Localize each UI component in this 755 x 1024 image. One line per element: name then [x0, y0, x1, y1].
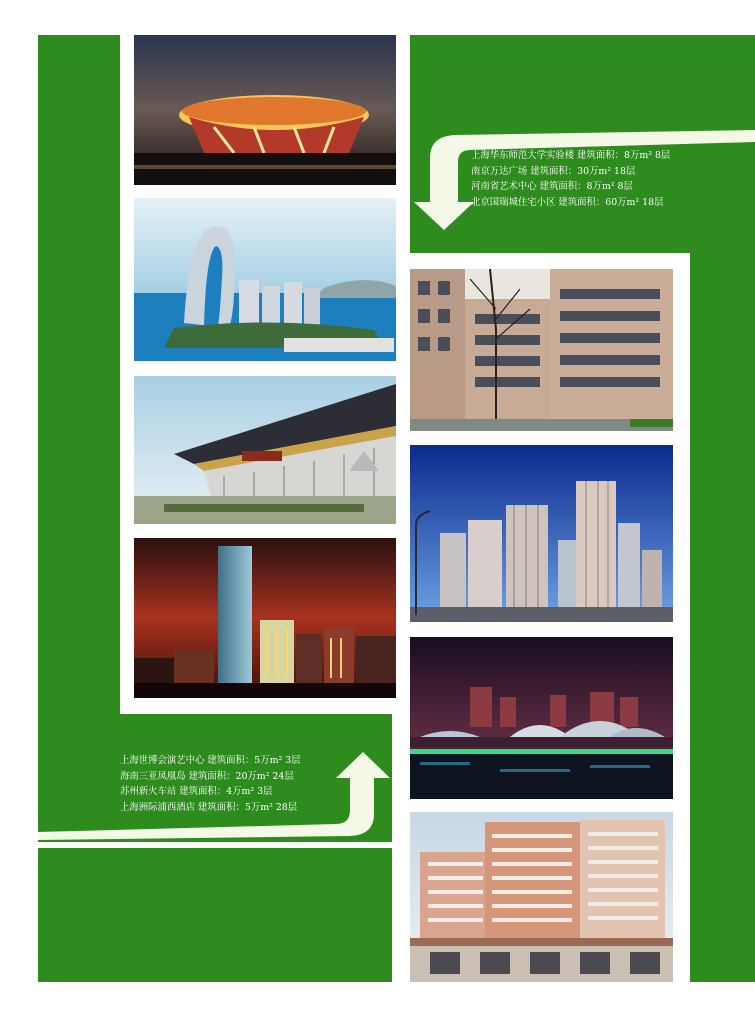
photo-nanjing-wanda-plaza: [410, 445, 673, 622]
green-band-right: [690, 253, 755, 982]
photo-beijing-guoruicheng-residential: [410, 812, 673, 982]
caption-line: 河南省艺术中心 建筑面积：8万m² 8层: [471, 181, 633, 192]
photo-henan-art-center: [410, 637, 673, 799]
caption-line: 北京国瑞城住宅小区 建筑面积：60万m² 18层: [471, 196, 664, 208]
photo-shanghai-intercontinental-hotel: [134, 538, 396, 698]
green-band-bottom-left: [38, 848, 392, 982]
caption-line: 南京万达广场 建筑面积：30万m² 18层: [471, 165, 636, 177]
caption-block-bottom-left: [120, 753, 301, 815]
caption-line: 苏州新火车站 建筑面积：4万m² 3层: [120, 786, 273, 797]
caption-line: 上海世博会演艺中心 建筑面积：5万m² 3层: [120, 755, 301, 766]
photo-sanya-phoenix-island: [134, 198, 396, 361]
caption-line: 上海华东师范大学实验楼 建筑面积：8万m² 8层: [471, 150, 671, 161]
photo-expo-performance-center: [134, 35, 396, 185]
caption-line: 海南三亚凤凰岛 建筑面积：20万m² 24层: [120, 770, 294, 782]
photo-suzhou-railway-station: [134, 376, 396, 524]
caption-line: 上海洲际浦西酒店 建筑面积：5万m² 28层: [120, 801, 298, 813]
caption-block-top-right: [471, 148, 670, 210]
photo-ecnu-lab-building: [410, 269, 673, 431]
